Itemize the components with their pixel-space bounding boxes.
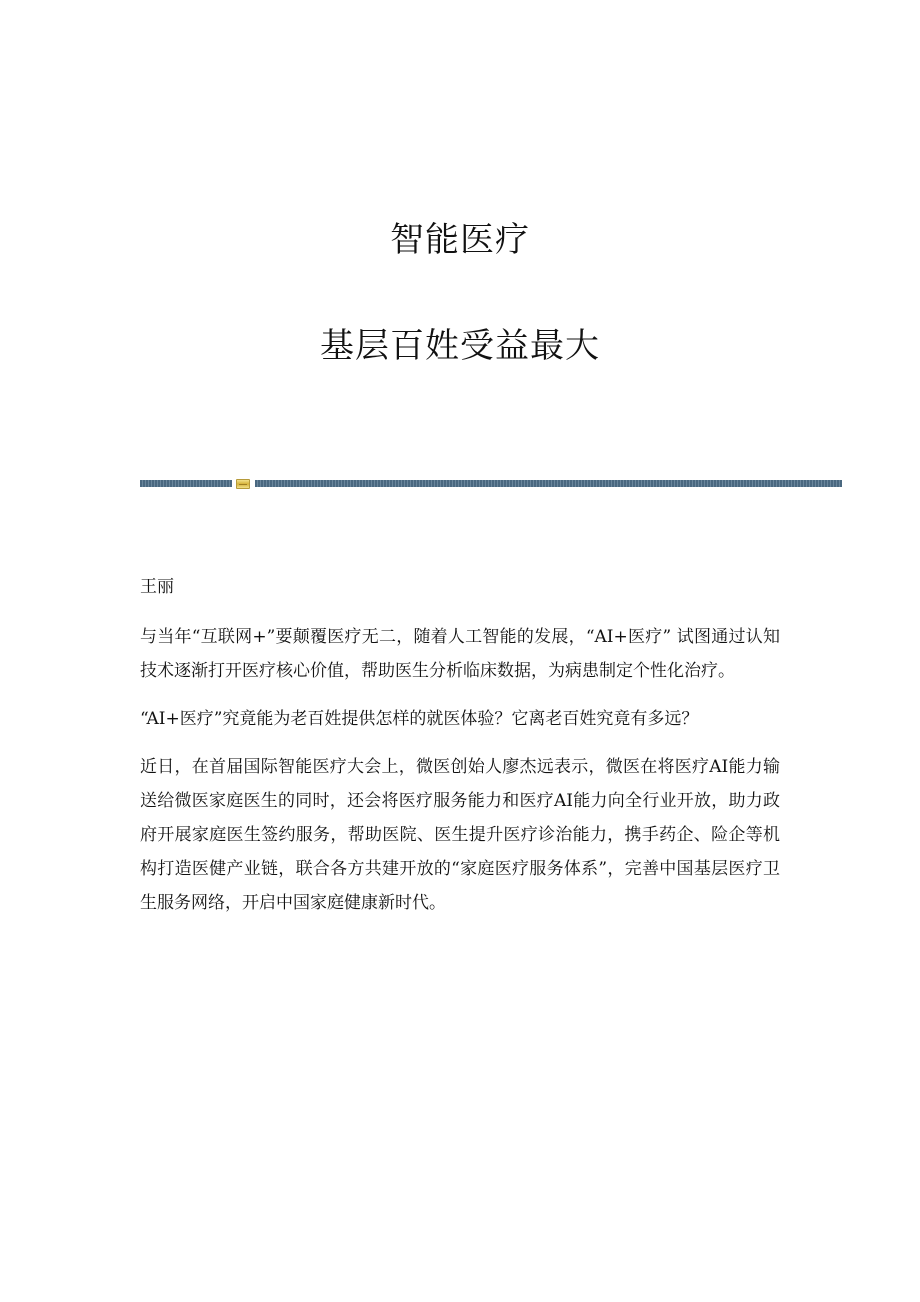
divider-bar-left [140,480,232,487]
paragraph-3: 近日，在首届国际智能医疗大会上，微医创始人廖杰远表示，微医在将医疗AI能力输送给微医家庭医生的同时，还会将医疗服务能力和医疗AI能力向全行业开放，助力政府开展家庭医生签约服务，帮助医院、医生提升医疗诊治能力，携手药企、险企等机构打造医健产业链，联合各方共建开放的“家庭医疗服务体系”，完善中国基层医疗卫生服务网络，开启中国家庭健康新时代。 [140,757,780,913]
paragraph-2: “AI+医疗”究竟能为老百姓提供怎样的就医体验？它离老百姓究竟有多远？ [140,709,699,729]
article-body [140,570,780,934]
title-divider [140,479,842,489]
paragraph-1: 与当年“互联网+”要颠覆医疗无二，随着人工智能的发展，“AI+医疗” 试图通过认知技术逐渐打开医疗核心价值，帮助医生分析临床数据，为病患制定个性化治疗。 [140,627,780,681]
document-title-line-2: 基层百姓受益最大 [320,326,600,366]
divider-ornament-icon [236,479,250,489]
author-name: 王丽 [140,577,174,597]
document-title-line-1: 智能医疗 [390,220,530,260]
divider-bar-right [255,480,842,487]
